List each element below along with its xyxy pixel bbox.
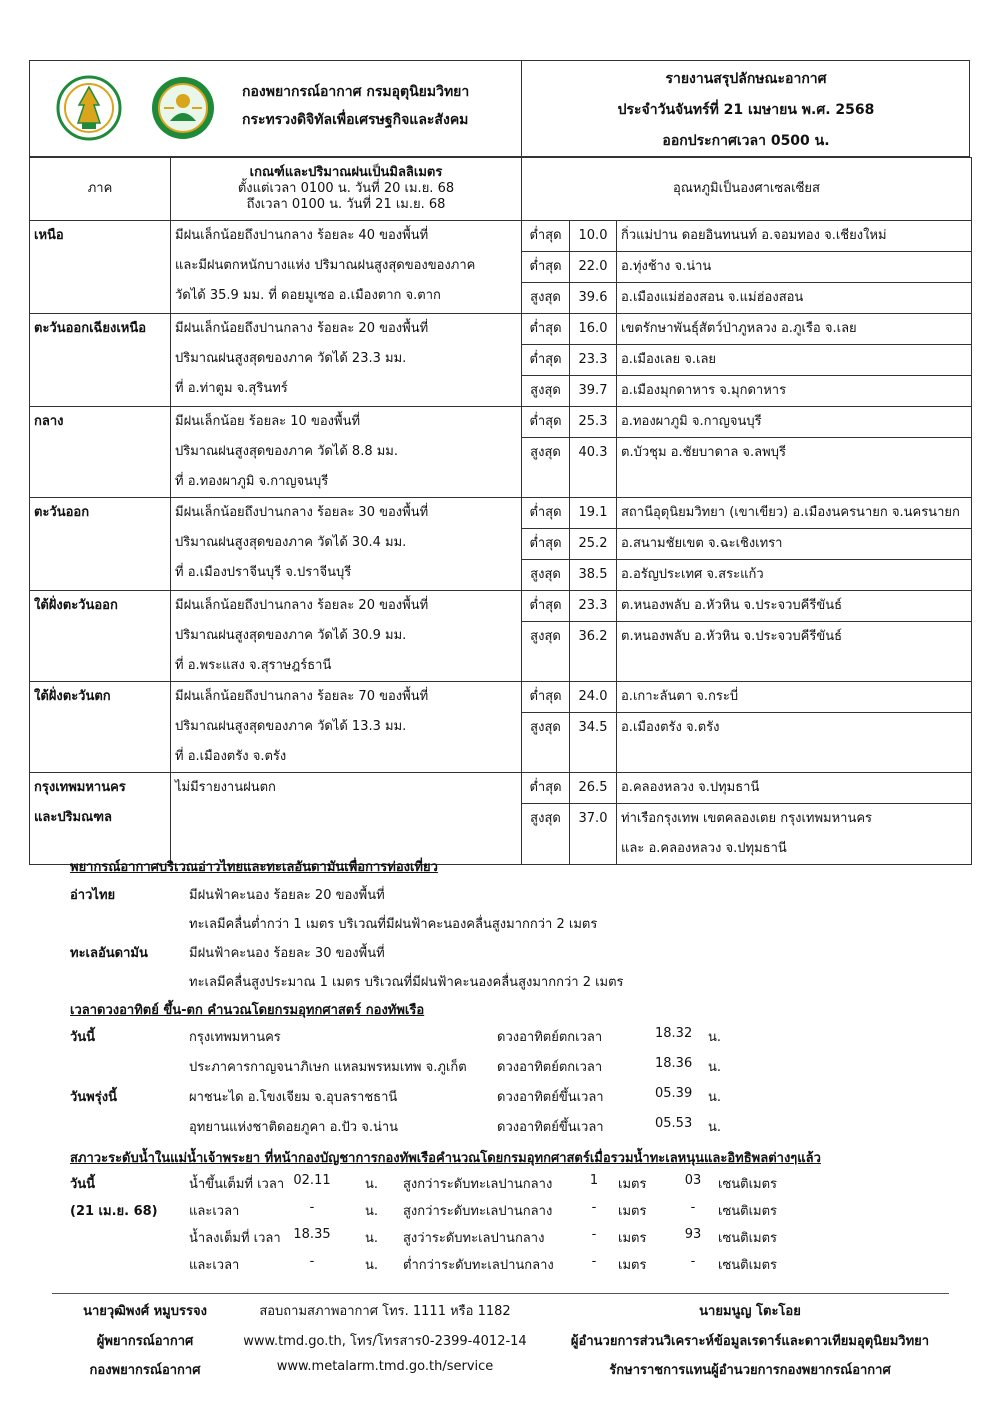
gulf-line-2: ทะเลมีคลื่นต่ำกว่า 1 เมตร บริเวณที่มีฝนฟ้าคะนองคลื่นสูงมากกว่า 2 เมตร <box>189 917 598 932</box>
temp-label: สูงสุด <box>522 376 570 407</box>
sun-event: ดวงอาทิตย์ขึ้นเวลา <box>497 1120 604 1135</box>
tide-time: - <box>309 1254 315 1269</box>
org-line-2: กระทรวงดิจิทัลเพื่อเศรษฐกิจและสังคม <box>242 112 469 128</box>
forecaster-title: ผู้พยากรณ์อากาศ <box>96 1334 194 1349</box>
temp-value: 19.1 <box>570 498 617 529</box>
tide-date-label: (21 เม.ย. 68) <box>70 1204 158 1219</box>
region-rain <box>171 407 522 498</box>
tide-m-unit: เมตร <box>618 1177 647 1192</box>
temp-label: ต่ำสุด <box>522 591 570 622</box>
temp-place <box>617 622 972 682</box>
rain-line: ที่ อ.เมืองปราจีนบุรี จ.ปราจีนบุรี <box>175 565 352 580</box>
region-name <box>30 498 171 591</box>
rain-line: ปริมาณฝนสูงสุดของภาค วัดได้ 30.9 มม. <box>175 628 407 643</box>
tide-m: - <box>591 1200 597 1215</box>
region-row <box>30 682 972 713</box>
temp-label: สูงสุด <box>522 283 570 314</box>
forecaster-name: นายวุฒิพงศ์ หมูบรรจง <box>83 1304 207 1319</box>
sun-place: อุทยานแห่งชาติดอยภูคา อ.ปัว จ.น่าน <box>189 1120 399 1135</box>
tide-m-unit: เมตร <box>618 1258 647 1273</box>
tide-m-unit: เมตร <box>618 1204 647 1219</box>
tide-time: 18.35 <box>293 1227 331 1242</box>
sun-event: ดวงอาทิตย์ขึ้นเวลา <box>497 1090 604 1105</box>
temp-place-line: สถานีอุตุนิยมวิทยา (เขาเขียว) อ.เมืองนครนายก จ.นครนายก <box>621 505 960 520</box>
temp-place <box>617 560 972 591</box>
region-name-line: กลาง <box>34 414 64 429</box>
tide-time: 02.11 <box>293 1173 331 1188</box>
temp-place <box>617 804 972 865</box>
temp-place <box>617 221 972 252</box>
temp-value: 25.2 <box>570 529 617 560</box>
temp-value: 23.3 <box>570 591 617 622</box>
tide-cm: 03 <box>684 1173 702 1188</box>
sun-time: 05.53 <box>655 1116 693 1131</box>
tide-level: สูงกว่าระดับทะเลปานกลาง <box>403 1204 553 1219</box>
temp-place-line: อ.ทุ่งช้าง จ.น่าน <box>621 259 712 274</box>
temp-label: ต่ำสุด <box>522 252 570 283</box>
temp-value: 37.0 <box>570 804 617 865</box>
tide-label: น้ำลงเต็มที่ เวลา <box>189 1231 281 1246</box>
temp-place <box>617 682 972 713</box>
org-line-1: กองพยากรณ์อากาศ กรมอุตุนิยมวิทยา <box>242 84 470 100</box>
region-row <box>30 498 972 529</box>
region-rain <box>171 221 522 314</box>
tide-cm: - <box>690 1200 696 1215</box>
report-date: ประจำวันจันทร์ที่ 21 เมษายน พ.ศ. 2568 <box>617 102 875 118</box>
region-rain <box>171 591 522 682</box>
temp-place <box>617 773 972 804</box>
director-title: ผู้อำนวยการส่วนวิเคราะห์ข้อมูลเรดาร์และดาวเทียมอุตุนิยมวิทยา <box>570 1334 930 1349</box>
sun-times-title: เวลาดวงอาทิตย์ ขึ้น-ตก คำนวณโดยกรมอุทกศาสตร์ กองทัพเรือ <box>70 1003 425 1018</box>
temp-label: สูงสุด <box>522 804 570 865</box>
sun-unit: น. <box>708 1120 722 1135</box>
temp-place-line: อ.เมืองเลย จ.เลย <box>621 352 717 367</box>
tide-unit: น. <box>365 1204 379 1219</box>
temp-place-line: ต.หนองพลับ อ.หัวหิน จ.ประจวบคีรีขันธ์ <box>621 629 843 644</box>
tide-m-unit: เมตร <box>618 1231 647 1246</box>
rain-line: มีฝนเล็กน้อยถึงปานกลาง ร้อยละ 70 ของพื้นที่ <box>175 689 429 704</box>
temp-place-line: อ.เมืองมุกดาหาร จ.มุกดาหาร <box>621 383 787 398</box>
temp-value: 23.3 <box>570 345 617 376</box>
sun-place: ผาชนะได อ.โขงเจียม จ.อุบลราชธานี <box>189 1090 398 1105</box>
temp-label: ต่ำสุด <box>522 529 570 560</box>
region-name-line: ตะวันออก <box>34 505 90 520</box>
temp-value: 34.5 <box>570 713 617 773</box>
rain-line: มีฝนเล็กน้อย ร้อยละ 10 ของพื้นที่ <box>175 414 361 429</box>
region-row <box>30 591 972 622</box>
sun-time: 05.39 <box>655 1086 693 1101</box>
region-row <box>30 221 972 252</box>
rain-line: วัดได้ 35.9 มม. ที่ ดอยมูเซอ อ.เมืองตาก จ.ตาก <box>175 288 441 303</box>
region-name-line: ใต้ฝั่งตะวันออก <box>34 598 118 613</box>
tide-cm-unit: เซนติเมตร <box>718 1258 778 1273</box>
temp-label: สูงสุด <box>522 438 570 498</box>
temp-place <box>617 498 972 529</box>
temp-place <box>617 283 972 314</box>
tide-unit: น. <box>365 1258 379 1273</box>
region-name-line: และปริมณฑล <box>34 810 112 825</box>
sun-unit: น. <box>708 1060 722 1075</box>
rain-header-title: เกณฑ์และปริมาณฝนเป็นมิลลิเมตร <box>249 165 443 180</box>
temp-value: 24.0 <box>570 682 617 713</box>
rain-line: ปริมาณฝนสูงสุดของภาค วัดได้ 8.8 มม. <box>175 444 398 459</box>
tide-cm-unit: เซนติเมตร <box>718 1231 778 1246</box>
region-name <box>30 773 171 865</box>
andaman-line-2: ทะเลมีคลื่นสูงประมาณ 1 เมตร บริเวณที่มีฝนฟ้าคะนองคลื่นสูงมากกว่า 2 เมตร <box>189 975 624 990</box>
temp-place-line: อ.อรัญประเทศ จ.สระแก้ว <box>621 567 764 582</box>
region-name <box>30 682 171 773</box>
director-name: นายมนูญ โตะโอย <box>699 1304 801 1319</box>
col-header-rain <box>171 158 522 221</box>
tide-today-label: วันนี้ <box>70 1177 96 1192</box>
forecaster-dept: กองพยากรณ์อากาศ <box>89 1363 201 1378</box>
temp-value: 25.3 <box>570 407 617 438</box>
temp-place <box>617 591 972 622</box>
rain-line: ที่ อ.เมืองตรัง จ.ตรัง <box>175 749 287 764</box>
sun-time: 18.36 <box>655 1056 693 1071</box>
temp-value: 16.0 <box>570 314 617 345</box>
andaman-line-1: มีฝนฟ้าคะนอง ร้อยละ 30 ของพื้นที่ <box>189 946 385 961</box>
temp-place <box>617 252 972 283</box>
footer-rule <box>52 1293 949 1294</box>
temp-place-line: อ.สนามชัยเขต จ.ฉะเชิงเทรา <box>621 536 783 551</box>
region-name <box>30 591 171 682</box>
tide-m: 1 <box>589 1173 599 1188</box>
rain-line: ปริมาณฝนสูงสุดของภาค วัดได้ 23.3 มม. <box>175 351 407 366</box>
temp-place-line: กิ่วแม่ปาน ดอยอินทนนท์ อ.จอมทอง จ.เชียงใหม่ <box>621 228 887 243</box>
sun-place: ประภาคารกาญจนาภิเษก แหลมพรหมเทพ จ.ภูเก็ต <box>189 1060 467 1075</box>
region-row <box>30 407 972 438</box>
rain-line: ที่ อ.ท่าตูม จ.สุรินทร์ <box>175 381 288 396</box>
sun-today-label: วันนี้ <box>70 1030 96 1045</box>
temp-value: 22.0 <box>570 252 617 283</box>
temp-place-line: อ.คลองหลวง จ.ปทุมธานี <box>621 780 760 795</box>
temp-place <box>617 713 972 773</box>
region-rows <box>30 221 972 865</box>
region-rain <box>171 682 522 773</box>
region-name <box>30 407 171 498</box>
temp-value: 39.7 <box>570 376 617 407</box>
sun-unit: น. <box>708 1090 722 1105</box>
rain-line: ปริมาณฝนสูงสุดของภาค วัดได้ 30.4 มม. <box>175 535 407 550</box>
gulf-label: อ่าวไทย <box>70 888 116 903</box>
rain-line: ไม่มีรายงานฝนตก <box>175 780 276 795</box>
report-issue-time: ออกประกาศเวลา 0500 น. <box>662 133 830 149</box>
tide-level: สูงกว่าระดับทะเลปานกลาง <box>403 1177 553 1192</box>
rain-line: และมีฝนตกหนักบางแห่ง ปริมาณฝนสูงสุดของของภาค <box>175 258 476 273</box>
temp-label: ต่ำสุด <box>522 682 570 713</box>
temp-place <box>617 407 972 438</box>
col-header-region: ภาค <box>30 158 171 221</box>
temp-place-line: ต.บัวชุม อ.ชัยบาดาล จ.ลพบุรี <box>621 445 786 460</box>
temp-place <box>617 376 972 407</box>
rain-line: มีฝนเล็กน้อยถึงปานกลาง ร้อยละ 20 ของพื้นที่ <box>175 321 429 336</box>
tide-unit: น. <box>365 1177 379 1192</box>
region-rain <box>171 773 522 865</box>
temp-label: สูงสุด <box>522 560 570 591</box>
rain-line: ที่ อ.ทองผาภูมิ จ.กาญจนบุรี <box>175 474 329 489</box>
tide-cm: - <box>690 1254 696 1269</box>
tide-title: สภาวะระดับน้ำในแม่น้ำเจ้าพระยา ที่หน้ากองบัญชาการกองทัพเรือคำนวณโดยกรมอุทกศาสตร์เมื่อรวมน้ำทะเลหนุนและอิทธิพลต่างๆแล้ว <box>70 1151 821 1166</box>
rain-line: ที่ อ.พระแสง จ.สุราษฎร์ธานี <box>175 658 332 673</box>
sun-time: 18.32 <box>655 1026 693 1041</box>
tide-label: และเวลา <box>189 1258 240 1273</box>
report-title: รายงานสรุปลักษณะอากาศ <box>665 71 827 87</box>
region-name <box>30 314 171 407</box>
region-rain <box>171 498 522 591</box>
sun-unit: น. <box>708 1030 722 1045</box>
andaman-label: ทะเลอันดามัน <box>70 946 148 961</box>
report-header <box>29 60 970 157</box>
temp-label: ต่ำสุด <box>522 221 570 252</box>
temp-label: ต่ำสุด <box>522 773 570 804</box>
temp-place-line: อ.เมืองแม่ฮ่องสอน จ.แม่ฮ่องสอน <box>621 290 804 305</box>
temp-label: ต่ำสุด <box>522 345 570 376</box>
temp-place-line: อ.เมืองตรัง จ.ตรัง <box>621 720 720 735</box>
temp-value: 26.5 <box>570 773 617 804</box>
sun-tomorrow-label: วันพรุ่งนี้ <box>70 1090 117 1105</box>
sun-event: ดวงอาทิตย์ตกเวลา <box>497 1060 603 1075</box>
temp-place <box>617 345 972 376</box>
metalarm-link[interactable]: www.metalarm.tmd.go.th/service <box>276 1359 494 1374</box>
col-header-temperature: อุณหภูมิเป็นองศาเซลเซียส <box>522 158 972 221</box>
tide-time: - <box>309 1200 315 1215</box>
region-name-line: เหนือ <box>34 228 64 243</box>
temp-label: ต่ำสุด <box>522 407 570 438</box>
temp-label: สูงสุด <box>522 622 570 682</box>
rain-header-to: ถึงเวลา 0100 น. วันที่ 21 เม.ย. 68 <box>246 197 446 212</box>
tide-unit: น. <box>365 1231 379 1246</box>
tide-level: สูงว่าระดับทะเลปานกลาง <box>403 1231 545 1246</box>
temp-place-line: เขตรักษาพันธุ์สัตว์ป่าภูหลวง อ.ภูเรือ จ.เลย <box>621 321 857 336</box>
region-row <box>30 773 972 804</box>
sun-event: ดวงอาทิตย์ตกเวลา <box>497 1030 603 1045</box>
hotline-text: สอบถามสภาพอากาศ โทร. 1111 หรือ 1182 <box>259 1304 511 1319</box>
region-row <box>30 314 972 345</box>
temp-label: สูงสุด <box>522 713 570 773</box>
region-rain <box>171 314 522 407</box>
temp-value: 40.3 <box>570 438 617 498</box>
temp-place-line: อ.ทองผาภูมิ จ.กาญจนบุรี <box>621 414 762 429</box>
tmd-logo <box>150 75 216 141</box>
rain-header-from: ตั้งแต่เวลา 0100 น. วันที่ 20 เม.ย. 68 <box>237 181 455 196</box>
temp-place-line: และ อ.คลองหลวง จ.ปทุมธานี <box>621 841 787 856</box>
tide-m: - <box>591 1227 597 1242</box>
rain-line: มีฝนเล็กน้อยถึงปานกลาง ร้อยละ 30 ของพื้นที่ <box>175 505 429 520</box>
tide-m: - <box>591 1254 597 1269</box>
sea-forecast-title: พยากรณ์อากาศบริเวณอ่าวไทยและทะเลอันดามันเพื่อการท่องเที่ยว <box>70 860 438 875</box>
region-name <box>30 221 171 314</box>
tide-cm-unit: เซนติเมตร <box>718 1204 778 1219</box>
temp-label: ต่ำสุด <box>522 314 570 345</box>
temp-label: ต่ำสุด <box>522 498 570 529</box>
tide-cm: 93 <box>684 1227 702 1242</box>
website-contact[interactable]: www.tmd.go.th, โทร/โทรสาร0-2399-4012-14 <box>243 1334 527 1349</box>
rain-line: ปริมาณฝนสูงสุดของภาค วัดได้ 13.3 มม. <box>175 719 407 734</box>
gulf-line-1: มีฝนฟ้าคะนอง ร้อยละ 20 ของพื้นที่ <box>189 888 385 903</box>
sun-place: กรุงเทพมหานคร <box>189 1030 281 1045</box>
region-name-line: กรุงเทพมหานคร <box>34 780 126 795</box>
temp-place-line: อ.เกาะลันตา จ.กระบี่ <box>621 689 739 704</box>
temp-value: 10.0 <box>570 221 617 252</box>
weather-summary-table <box>29 157 972 865</box>
tide-cm-unit: เซนติเมตร <box>718 1177 778 1192</box>
digital-ministry-logo <box>56 75 122 141</box>
rain-line: มีฝนเล็กน้อยถึงปานกลาง ร้อยละ 40 ของพื้นที่ <box>175 228 429 243</box>
rain-line: มีฝนเล็กน้อยถึงปานกลาง ร้อยละ 20 ของพื้นที่ <box>175 598 429 613</box>
temp-value: 38.5 <box>570 560 617 591</box>
tide-label: และเวลา <box>189 1204 240 1219</box>
temp-place <box>617 529 972 560</box>
temp-value: 36.2 <box>570 622 617 682</box>
temp-place-line: ต.หนองพลับ อ.หัวหิน จ.ประจวบคีรีขันธ์ <box>621 598 843 613</box>
tide-level: ต่ำกว่าระดับทะเลปานกลาง <box>403 1258 554 1273</box>
temp-value: 39.6 <box>570 283 617 314</box>
temp-place <box>617 438 972 498</box>
temp-place <box>617 314 972 345</box>
temp-place-line: ท่าเรือกรุงเทพ เขตคลองเตย กรุงเทพมหานคร <box>621 811 873 826</box>
director-acting-title: รักษาราชการแทนผู้อำนวยการกองพยากรณ์อากาศ <box>609 1363 891 1378</box>
region-name-line: ใต้ฝั่งตะวันตก <box>34 689 111 704</box>
tide-label: น้ำขึ้นเต็มที่ เวลา <box>189 1177 285 1192</box>
region-name-line: ตะวันออกเฉียงเหนือ <box>34 321 147 336</box>
